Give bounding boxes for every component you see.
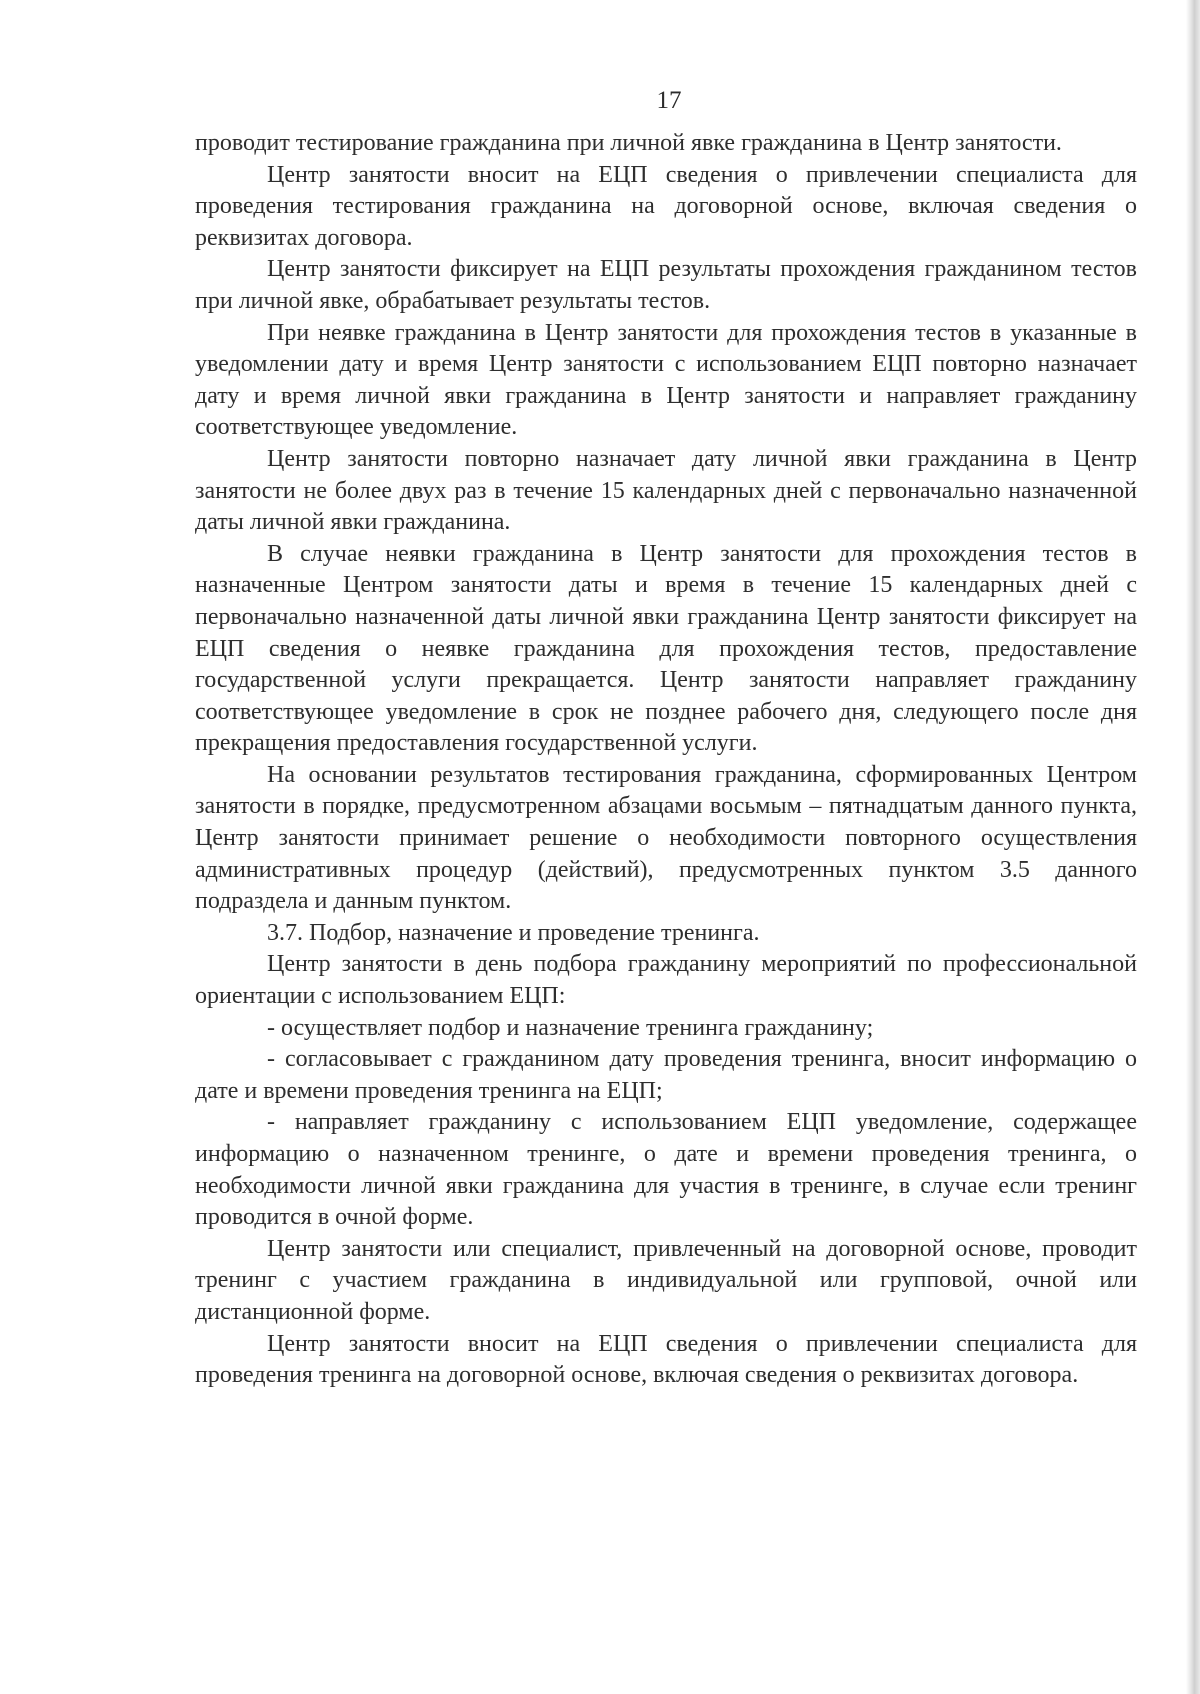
list-item: - направляет гражданину с использованием ЕЦП уведомление, содержащее информацию о назначенном тренинге, о дате и времени проведения тренинга, о необходимости личной явки гражданина для участия в тренинге, в случае если тренинг проводится в очной форме. — [195, 1109, 1137, 1231]
paragraph: На основании результатов тестирования гражданина, сформированных Центром занятости в порядке, предусмотренном абзацами восьмым – пятнадцатым данного пункта, Центр занятости принимает решение о необходимости повторного осуществления административных процедур (действий), предусмотренных пунктом 3.5 данного подраздела и данным пунктом. — [195, 761, 1137, 915]
paragraph: Центр занятости повторно назначает дату личной явки гражданина в Центр занятости не более двух раз в течение 15 календарных дней с первоначально назначенной даты личной явки гражданина. — [195, 445, 1137, 536]
paragraph: Центр занятости вносит на ЕЦП сведения о привлечении специалиста для проведения тестирования гражданина на договорной основе, включая сведения о реквизитах договора. — [195, 161, 1137, 251]
paragraph: Центр занятости или специалист, привлеченный на договорной основе, проводит тренинг с участием гражданина в индивидуальной или групповой, очной или дистанционной форме. — [195, 1235, 1137, 1325]
scan-edge-shadow — [1186, 0, 1200, 1694]
section-heading: 3.7. Подбор, назначение и проведение тренинга. — [267, 919, 760, 946]
paragraph: проводит тестирование гражданина при личной явке гражданина в Центр занятости. — [195, 130, 1062, 156]
paragraph: В случае неявки гражданина в Центр занятости для прохождения тестов в назначенные Центром занятости даты и время в течение 15 календарных дней с первоначально назначенной даты личной явки гражданина Центр занятости фиксирует на ЕЦП сведения о неявке гражданина для прохождения тестов, предоставление государственной услуги прекращается. Центр занятости направляет гражданину соответствующее уведомление в срок не позднее рабочего дня, следующего после дня прекращения предоставления государственной услуги. — [195, 540, 1137, 757]
list-item: - осуществляет подбор и назначение тренинга гражданину; — [267, 1014, 874, 1041]
paragraph: Центр занятости в день подбора гражданину мероприятий по профессиональной ориентации с использованием ЕЦП: — [195, 951, 1137, 1010]
paragraph: Центр занятости фиксирует на ЕЦП результаты прохождения гражданином тестов при личной явке, обрабатывает результаты тестов. — [195, 256, 1137, 314]
page-number: 17 — [656, 87, 682, 114]
paragraph: При неявке гражданина в Центр занятости для прохождения тестов в указанные в уведомлении дату и время Центр занятости с использованием ЕЦП повторно назначает дату и время личной явки гражданина в Центр занятости и направляет гражданину соответствующее уведомление. — [195, 319, 1137, 441]
list-item: - согласовывает с гражданином дату проведения тренинга, вносит информацию о дате и времени проведения тренинга на ЕЦП; — [195, 1046, 1137, 1104]
paragraph: Центр занятости вносит на ЕЦП сведения о привлечении специалиста для проведения тренинга на договорной основе, включая сведения о реквизитах договора. — [195, 1330, 1137, 1389]
body-text — [195, 128, 1137, 1392]
